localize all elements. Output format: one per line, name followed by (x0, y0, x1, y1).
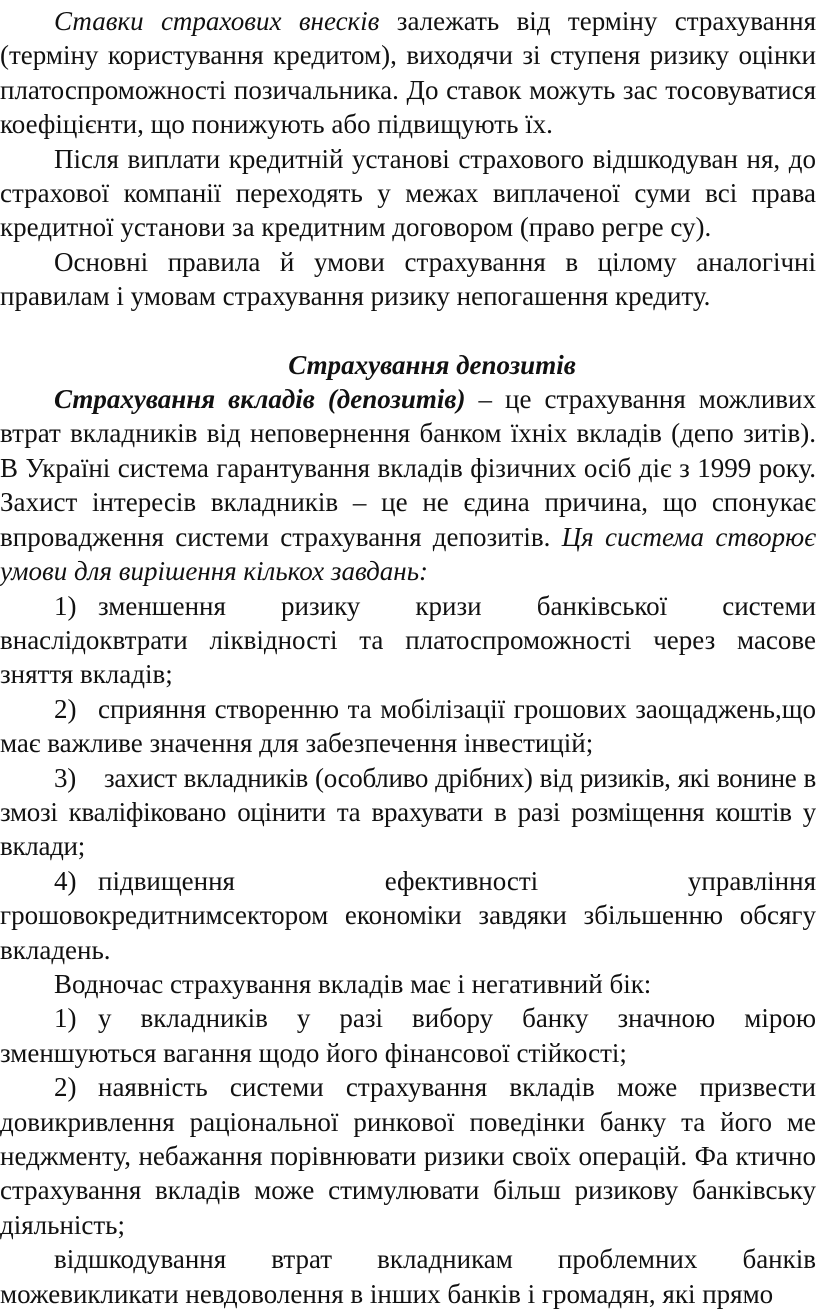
deposit-insurance-term: Страхування вкладів (депозитів) (54, 384, 466, 415)
list-item-task-2 (0, 692, 816, 761)
list-item-text: наявність системи страхування вкладів може призвести довикривлення раціональної ринкової поведінки банку та його ме неджменту, небажання порівнювати ризики своїх операцій. Фа ктично страхування вкладів може стимулювати більш ризикову банківську діяльність; (0, 1072, 816, 1240)
list-item-text: зменшення ризику кризи банківської системи внаслідоквтрати ліквідності та платоспроможності через масове зняття вкладів; (0, 590, 816, 690)
paragraph-deposit-insurance (0, 382, 816, 588)
list-item-negative-1 (0, 1001, 816, 1070)
list-item-number: 2) (54, 1072, 77, 1103)
list-item-task-1 (0, 589, 816, 692)
list-item-text: сприяння створенню та мобілізації грошових заощаджень,що має важливе значення для забезпечення інвестицій; (0, 693, 816, 759)
premium-rates-term: Ставки страхових внесків (54, 6, 380, 36)
list-item-number: 1) (54, 590, 77, 621)
paragraph-subrogation: Після виплати кредитній установі страхового відшкодуван ня, до страхової компанії переходять у межах виплаченої суми всі права кредитної установи за кредитним договором (право регре су). (0, 143, 816, 243)
premium-rates-text: залежать від терміну страхування (терміну користування кредитом), виходячи зі ступеня ризику оцінки платоспроможності позичальника. До ставок можуть зас тосовуватися коефіцієнти, що понижують або підвищують їх. (0, 6, 816, 140)
list-item-negative-2 (0, 1070, 816, 1242)
deposit-insurance-text: – це страхування можливих втрат вкладників від неповернення банком їхніх вкладів (депо зитів). В Україні система гарантування вкладів фізичних осіб діє з 1999 року. Захист інтересів вкладників – це не єдина причина, що спонукає впровадження системи страхування депозитів. (0, 384, 816, 552)
spacer (0, 314, 816, 348)
list-item-text: захист вкладників (особливо дрібних) від ризиків, які вонине в змозі кваліфіковано оцінити та врахувати в разі розміщення коштів у вклади; (0, 762, 816, 862)
paragraph-rules: Основні правила й умови страхування в цілому аналогічні правилам і умовам страхування ризику непогашення кредиту. (0, 246, 816, 312)
list-item-text: підвищення ефективності управління грошовокредитнимсектором економіки завдяки збільшенню обсягу вкладень. (0, 865, 816, 965)
deposit-insurance-tasks-intro: Ця система створює умови для вирішення кількох завдань: (0, 521, 816, 587)
list-item-task-4 (0, 864, 816, 967)
list-item-number: 2) (54, 693, 77, 724)
paragraph-premium-rates (0, 4, 816, 142)
list-item-number: 4) (54, 865, 77, 896)
list-item-number: 1) (54, 1003, 77, 1034)
section-heading: Страхування депозитів (288, 349, 576, 380)
paragraph-compensation: відшкодування втрат вкладникам проблемних банків можевикликати невдоволення в інших банків і громадян, які прямо (0, 1244, 816, 1309)
list-item-number: 3) (54, 762, 76, 793)
list-item-text: у вкладників у разі вибору банку значною мірою зменшуються вагання щодо його фінансової стійкості; (0, 1003, 816, 1068)
list-item-task-3 (0, 761, 816, 864)
paragraph-negative-side: Водночас страхування вкладів має і негативний бік: (54, 968, 652, 999)
